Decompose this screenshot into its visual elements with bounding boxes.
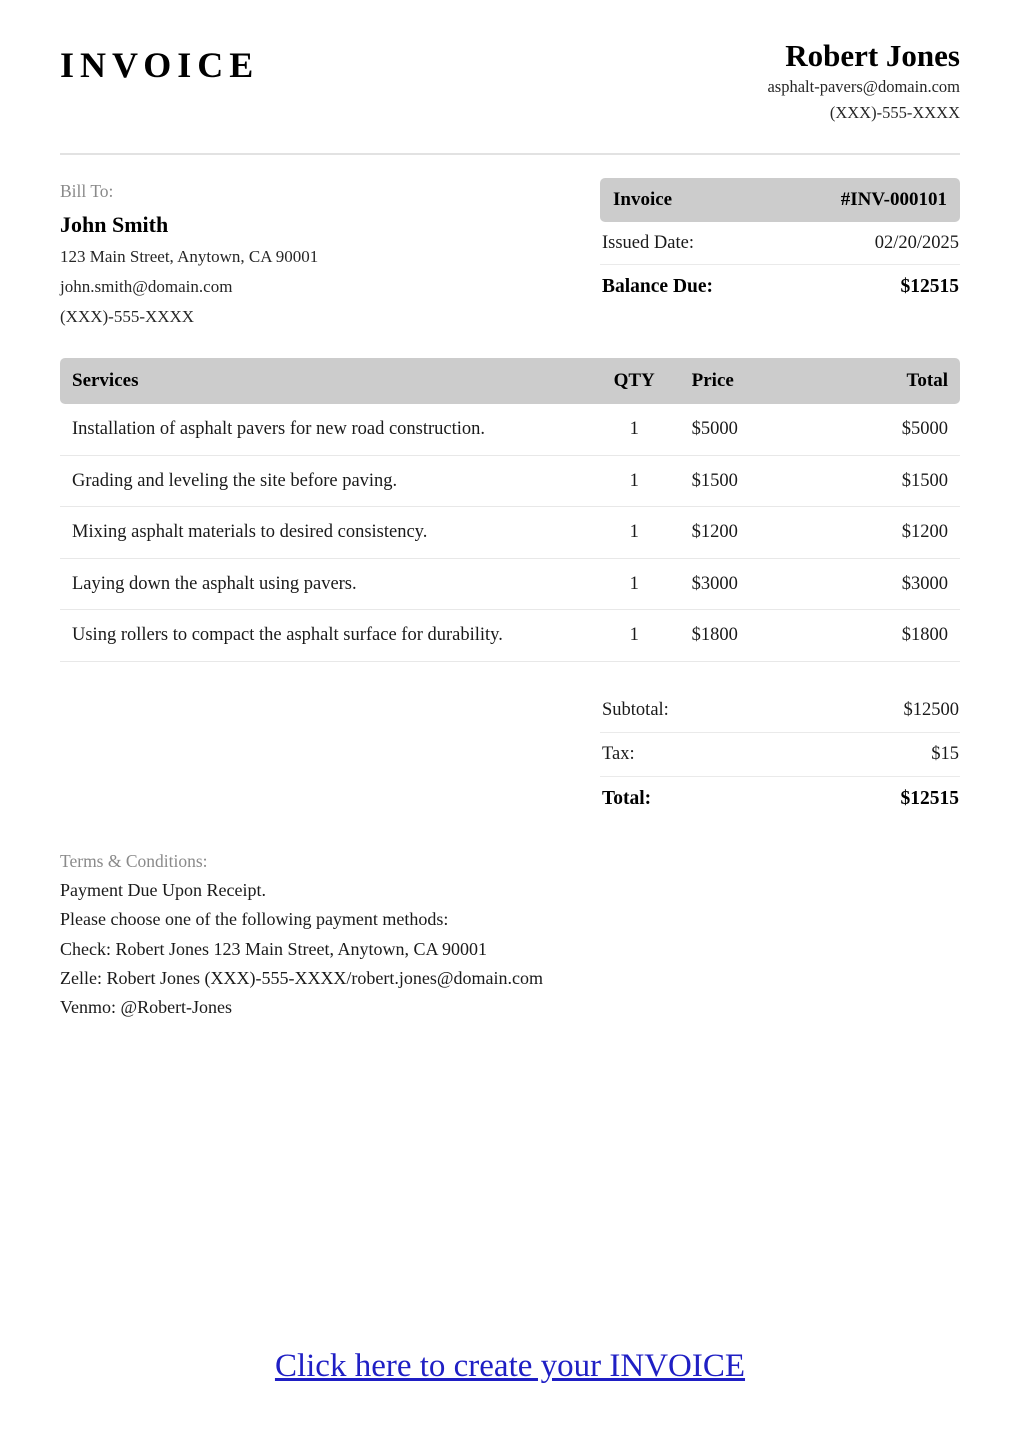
item-price: $5000 [691,419,738,440]
item-total: $5000 [901,419,949,440]
table-row [60,610,960,661]
item-qty: 1 [629,573,639,594]
issued-date-value: 02/20/2025 [874,233,959,254]
column-header-price: Price [691,370,734,392]
bill-to-and-meta-row [60,178,960,330]
table-row [60,559,960,610]
invoice-header [60,0,960,127]
table-row [60,404,960,455]
create-invoice-link[interactable]: Click here to create your INVOICE [274,1348,746,1384]
bill-to-label: Bill To: [60,181,114,202]
item-total: $1200 [901,522,949,543]
table-row [60,456,960,507]
item-description: Grading and leveling the site before paving. [72,470,398,491]
item-qty: 1 [629,522,639,543]
column-header-qty: QTY [613,370,655,392]
item-description: Installation of asphalt pavers for new road construction. [72,419,486,440]
tax-value: $15 [931,743,959,764]
vendor-email: asphalt-pavers@domain.com [767,76,960,96]
terms-line: Zelle: Robert Jones (XXX)-555-XXXX/robert.jones@domain.com [60,967,543,988]
terms-label: Terms & Conditions: [60,850,208,871]
bill-to-email: john.smith@domain.com [60,277,233,297]
grand-total-value: $12515 [900,787,959,809]
column-header-total: Total [906,370,949,392]
item-price: $3000 [691,573,738,594]
item-description: Using rollers to compact the asphalt surface for durability. [72,625,503,646]
item-qty: 1 [629,419,639,440]
bill-to-name: John Smith [60,212,169,238]
line-items-header [60,358,960,404]
item-total: $1500 [901,470,949,491]
grand-total-row [600,777,960,821]
item-total: $3000 [901,573,949,594]
item-qty: 1 [629,470,639,491]
bill-to-address: 123 Main Street, Anytown, CA 90001 [60,246,319,266]
item-description: Mixing asphalt materials to desired consistency. [72,522,428,543]
vendor-name: Robert Jones [785,38,960,73]
tax-row [600,733,960,777]
footer [0,1348,1020,1385]
balance-due-label: Balance Due: [602,276,714,298]
issued-date-label: Issued Date: [602,233,694,254]
terms-and-conditions [60,847,960,1023]
subtotal-value: $12500 [903,699,959,720]
table-row [60,507,960,558]
page-title: INVOICE [60,45,260,85]
terms-line: Venmo: @Robert-Jones [60,996,233,1017]
line-items-table [60,358,960,661]
bill-to-phone: (XXX)-555-XXXX [60,307,195,327]
subtotal-label: Subtotal: [602,699,669,720]
terms-line: Payment Due Upon Receipt. [60,880,266,901]
terms-line: Please choose one of the following payment methods: [60,909,449,930]
terms-line: Check: Robert Jones 123 Main Street, Anytown, CA 90001 [60,938,487,959]
subtotal-row [600,689,960,733]
item-price: $1500 [691,470,738,491]
vendor-contact-block [767,38,960,127]
tax-label: Tax: [602,743,635,764]
invoice-meta-header-label: Invoice [613,189,673,211]
grand-total-label: Total: [602,787,652,809]
balance-due-row [600,265,960,308]
vendor-phone: (XXX)-555-XXXX [829,103,960,123]
item-price: $1200 [691,522,738,543]
item-description: Laying down the asphalt using pavers. [72,573,357,594]
invoice-number: #INV-000101 [840,189,947,211]
item-price: $1800 [691,625,738,646]
issued-date-row [600,222,960,265]
invoice-meta-box [600,178,960,308]
header-divider [60,153,960,155]
item-qty: 1 [629,625,639,646]
totals-block [600,689,960,821]
column-header-services: Services [72,370,139,392]
invoice-meta-header [600,178,960,222]
balance-due-value: $12515 [900,276,959,298]
item-total: $1800 [901,625,949,646]
bill-to-block [60,178,560,330]
